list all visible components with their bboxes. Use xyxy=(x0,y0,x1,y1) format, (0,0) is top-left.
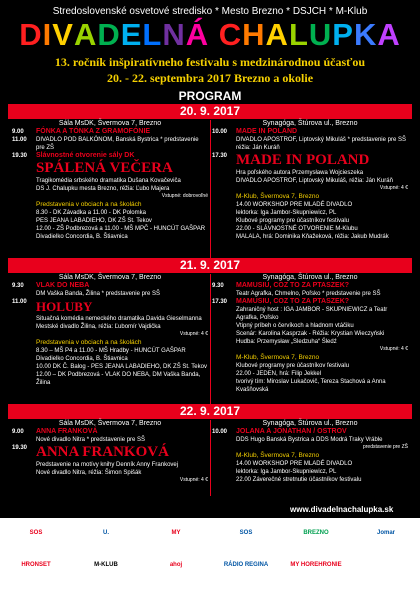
title-letter: D xyxy=(97,17,121,52)
program-item xyxy=(12,444,208,461)
program-item xyxy=(212,378,408,394)
program-item xyxy=(12,436,208,444)
program-item xyxy=(12,201,208,209)
festival-dates: 20. - 22. septembra 2017 Brezno a okolie xyxy=(106,71,314,85)
event-title: JOLANA A JONATHAN / OSTROV xyxy=(236,428,347,435)
section-heading: Predstavenia v obciach a na školách xyxy=(36,339,142,346)
left-venue-heading: Sála MsDK, Švermova 7, Brezno xyxy=(58,120,162,127)
event-detail: 12.00 – DK Podbrezová - VLAK DO NEBA, DM Vaška Banda, Žilina xyxy=(36,372,201,386)
sponsor-logo: RÁDIO REGINA xyxy=(223,562,269,568)
event-time: 19.30 xyxy=(12,153,28,159)
ticket-note: Vstupné: 4 € xyxy=(179,477,208,483)
title-letter: Á xyxy=(185,17,210,52)
sponsor-logo: M-KLUB xyxy=(94,562,118,568)
event-time: 9.30 xyxy=(212,283,224,289)
event-detail: Tragikomédia srbského dramatika Dušana Kovačeviča xyxy=(36,178,181,184)
event-time: 10.00 xyxy=(212,429,228,435)
event-title: MADE IN POLAND xyxy=(236,128,298,135)
event-title: MAMUSIU, COZ TO ZA PTASZEK? xyxy=(236,282,350,289)
program-item xyxy=(12,323,208,331)
event-detail: MALALA, hrá: Dominika Kňažeková, réžia: Jakub Mudrák xyxy=(236,234,389,240)
event-detail: Divadielko Concordia, B. Štiavnica xyxy=(36,356,128,362)
title-letter: U xyxy=(308,17,333,52)
event-time: 19.30 xyxy=(12,445,28,451)
program-item xyxy=(12,160,208,177)
event-detail: 8.30 - DK Závadka a 11.00 - DK Polomka xyxy=(36,210,146,216)
event-detail: lektorka: Iga Jambor-Skupniewicz, PL xyxy=(236,469,337,475)
event-detail: Hudba: Przemysław „Sledzuha“ Śledź xyxy=(236,339,337,345)
event-detail: Zahraničný host : IGA JAMBOR - SKUPNIEWICZ a Teatr Agrafka, Poľsko xyxy=(236,307,388,321)
program-item xyxy=(12,185,208,193)
festival-subtitle: 13. ročník inšpiratívneho festivalu s medzinárodnou účasťou xyxy=(54,55,366,69)
left-venue-heading: Sála MsDK, Švermova 7, Brezno xyxy=(58,274,162,281)
program-item xyxy=(212,436,408,444)
program-item xyxy=(12,136,208,152)
program-item xyxy=(212,144,408,152)
sponsor-footer xyxy=(0,518,420,592)
event-detail: DIVADLO APOSTROF, Liptovský Mikuláš, réžia: Ján Kuráň xyxy=(236,178,393,184)
website-link[interactable]: www.divadelnachalupka.sk xyxy=(290,505,394,514)
program-item xyxy=(12,355,208,363)
program-item xyxy=(12,469,208,477)
program-item xyxy=(212,468,408,476)
ticket-note: Vstupné: 4 € xyxy=(379,346,408,352)
sponsor-logo: MY HOREHRONIE xyxy=(290,562,342,568)
sponsor-logo: ahoj xyxy=(169,562,183,568)
program-item xyxy=(212,233,408,241)
event-detail: Divadielko Concordia, B. Štiavnica xyxy=(36,234,128,240)
title-letter: C xyxy=(218,17,243,52)
event-time: 17.30 xyxy=(212,153,228,159)
program-item xyxy=(212,169,408,177)
program-item xyxy=(212,136,408,144)
title-letter: H xyxy=(242,17,266,52)
program-item xyxy=(12,339,208,347)
event-detail: 8.30 – MŠ P4 a 11.00 - MŠ Hradby - HUNCÚT GAŠPAR xyxy=(36,348,186,354)
program-item xyxy=(212,225,408,233)
ticket-note: Vstupné: dobrovoľné xyxy=(161,193,208,199)
event-detail: 14.00 WORKSHOP PRE MLADÉ DIVADLO xyxy=(236,461,353,467)
section-heading: M-Klub, Švermova 7, Brezno xyxy=(236,193,320,200)
title-letter: A xyxy=(377,17,401,52)
title-letter: P xyxy=(332,17,354,52)
event-detail: 22.00 Záverečné stretnutie účastníkov festivalu xyxy=(236,477,362,483)
program-item xyxy=(12,428,208,436)
event-detail: Klubové programy pre účastníkov festivalu xyxy=(236,218,350,224)
program-item xyxy=(12,209,208,217)
section-heading: Predstavenia v obciach a na školách xyxy=(36,201,142,208)
right-program-column xyxy=(212,428,408,484)
event-detail: Situačná komédia nemeckého dramatika Davida Gieselmanna xyxy=(36,316,202,322)
ticket-note: Vstupné: 4 € xyxy=(379,185,408,191)
program-item xyxy=(212,452,408,460)
program-item xyxy=(212,128,408,136)
column-divider xyxy=(210,120,211,270)
event-time: 10.00 xyxy=(212,129,228,135)
program-item xyxy=(12,217,208,225)
title-letter: N xyxy=(162,17,186,52)
program-heading: PROGRAM xyxy=(178,89,242,103)
right-program-column xyxy=(212,282,408,394)
section-heading: M-Klub, Švermova 7, Brezno xyxy=(236,354,320,361)
event-detail: Mestské divadlo Žilina, réžia: Ľubomír Vajdička xyxy=(36,324,161,330)
program-item xyxy=(212,476,408,484)
event-title-large: HOLUBY xyxy=(36,299,93,314)
right-venue-heading: Synagóga, Štúrova ul., Brezno xyxy=(262,120,358,127)
sponsor-logo: BREZNO xyxy=(303,530,329,536)
program-item xyxy=(12,225,208,233)
program-item xyxy=(12,371,208,387)
event-time: 17.30 xyxy=(212,299,228,305)
event-detail: Klubové programy pre účastníkov festivalu xyxy=(236,363,350,369)
program-item xyxy=(212,290,408,298)
sponsor-logo: U. xyxy=(103,530,109,536)
program-item xyxy=(12,331,208,339)
event-detail: lektorka: Iga Jambor-Skupniewicz, PL xyxy=(236,210,337,216)
title-letter: L xyxy=(142,17,163,52)
column-divider xyxy=(210,420,211,496)
event-time: 9.30 xyxy=(12,283,24,289)
event-detail: Teatr Agrafka, Chmelno, Poľsko * predstavenie pre SŠ xyxy=(236,291,381,297)
event-detail: Scenár: Karolina Kasprzak - Réžia: Krystian Wieczyński xyxy=(236,331,385,337)
left-program-column xyxy=(12,128,208,241)
program-item xyxy=(212,209,408,217)
program-item xyxy=(212,298,408,306)
title-letter: I xyxy=(42,17,53,52)
sponsor-logo: HRONSET xyxy=(21,562,51,568)
sponsor-logo: Jomar xyxy=(376,530,395,536)
day-header: 20. 9. 2017 xyxy=(8,104,412,119)
event-detail: Hra poľského autora Przemysława Wojcieszeka xyxy=(236,170,364,176)
event-title-large: MADE IN POLAND xyxy=(236,152,370,168)
event-detail: réžia: Ján Kuráň xyxy=(236,145,280,151)
festival-title xyxy=(0,17,420,53)
event-detail: tvorivý tím: Miroslav Lukačovič, Tereza Stachová a Anna Kvašňovská xyxy=(236,379,386,393)
program-item xyxy=(212,354,408,362)
program-item xyxy=(212,346,408,354)
event-detail: 14.00 WORKSHOP PRE MLADÉ DIVADLO xyxy=(236,202,353,208)
left-venue-heading: Sála MsDK, Švermova 7, Brezno xyxy=(58,420,162,427)
program-item xyxy=(212,330,408,338)
ticket-note: predstavenie pre ZŠ xyxy=(362,444,408,450)
title-letter: K xyxy=(353,17,378,52)
title-letter: A xyxy=(265,17,289,52)
title-letter: A xyxy=(73,17,98,52)
event-title: MAMUSIU, COZ TO ZA PTASZEK? xyxy=(236,298,350,305)
column-divider xyxy=(210,274,211,418)
title-letter: V xyxy=(52,17,74,52)
day-header: 22. 9. 2017 xyxy=(8,404,412,419)
program-item xyxy=(12,128,208,136)
program-item xyxy=(212,217,408,225)
event-time: 11.00 xyxy=(12,137,27,143)
program-item xyxy=(212,370,408,378)
program-item xyxy=(212,338,408,346)
program-item xyxy=(12,290,208,298)
event-detail: 22.00 - SLÁVNOSTNÉ OTVORENIE M-Klubu xyxy=(236,226,358,232)
event-detail: PES JEANA LABADIEHO, DK ZŠ St. Tekov xyxy=(36,218,152,224)
event-detail: Nové divadlo Nitra * predstavenie pre SŠ xyxy=(36,437,146,443)
right-venue-heading: Synagóga, Štúrova ul., Brezno xyxy=(262,274,358,281)
organizers-line: Stredoslovenské osvetové stredisko * Mesto Brezno * DSJCH * M-Klub xyxy=(52,6,368,17)
event-detail: DIVADLO APOSTROF, Liptovský Mikuláš * predstavenie pre SŠ xyxy=(236,137,406,143)
event-detail: DM Vaška Banda, Žilina * predstavenie pre SŠ xyxy=(36,291,160,297)
event-time: 9.00 xyxy=(12,129,24,135)
program-item xyxy=(12,298,208,315)
program-item xyxy=(12,461,208,469)
sponsor-logo: SOS xyxy=(239,530,253,536)
section-heading: M-Klub, Švermova 7, Brezno xyxy=(236,452,320,459)
program-item xyxy=(12,282,208,290)
title-letter: L xyxy=(288,17,309,52)
event-detail: DDS Hugo Banská Bystrica a DDS Modrá Traky Vráble xyxy=(236,437,383,443)
event-time: 9.00 xyxy=(12,429,24,435)
event-detail: 10.00 DK Č. Balog - PES JEANA LABADIEHO, DK ZŠ St. Tekov xyxy=(36,364,207,370)
program-item xyxy=(212,282,408,290)
event-detail: Vtipný príbeh o červíkoch a hladnom vtáčiku xyxy=(236,323,354,329)
program-item xyxy=(12,193,208,201)
event-detail: DS J. Chalupku mesta Brezno, réžia: Ľubo Majera xyxy=(36,186,170,192)
ticket-note: Vstupné: 4 € xyxy=(179,331,208,337)
left-program-column xyxy=(12,282,208,387)
program-item xyxy=(212,177,408,185)
program-item xyxy=(12,177,208,185)
event-title: ANNA FRANKOVÁ xyxy=(36,428,98,435)
title-letter xyxy=(209,17,219,53)
program-item xyxy=(212,185,408,193)
program-item xyxy=(212,193,408,201)
program-item xyxy=(12,233,208,241)
event-time: 11.00 xyxy=(12,299,27,305)
title-letter: E xyxy=(120,17,143,52)
program-item xyxy=(212,460,408,468)
event-title: Slávnostné otvorenie sály DK xyxy=(36,152,135,159)
program-item xyxy=(212,152,408,169)
right-program-column xyxy=(212,128,408,241)
event-title: VLAK DO NEBA xyxy=(36,282,90,289)
program-item xyxy=(12,152,208,160)
right-venue-heading: Synagóga, Štúrova ul., Brezno xyxy=(262,420,358,427)
sponsor-logo: MY xyxy=(171,530,181,536)
program-item xyxy=(12,315,208,323)
title-letter: D xyxy=(19,17,43,52)
program-item xyxy=(212,444,408,452)
program-item xyxy=(12,477,208,485)
event-detail: 12.00 - ZŠ Podbrezová a 11.00 - MŠ MPČ - HUNCÚT GAŠPAR xyxy=(36,226,206,232)
program-item xyxy=(12,347,208,355)
program-item xyxy=(212,362,408,370)
event-detail: 22.00 - JEDEN, hrá: Filip Jekkel xyxy=(236,371,322,377)
program-item xyxy=(212,306,408,322)
day-header: 21. 9. 2017 xyxy=(8,258,412,273)
sponsor-logo: SOS xyxy=(29,530,43,536)
event-detail: Predstavenie na motívy knihy Denník Anny Frankovej xyxy=(36,462,179,468)
left-program-column xyxy=(12,428,208,485)
event-title: FÓNKA A TÓNKA Z GRAMOFÓNIE xyxy=(36,128,151,135)
program-item xyxy=(12,363,208,371)
program-item xyxy=(212,201,408,209)
program-item xyxy=(212,322,408,330)
event-title-large: ANNA FRANKOVÁ xyxy=(36,444,169,460)
program-item xyxy=(212,428,408,436)
event-detail: Nové divadlo Nitra, réžia: Šimon Spišák xyxy=(36,470,142,476)
event-detail: DIVADLO POD BALKÓNOM, Banská Bystrica * predstavenie pre ZŠ xyxy=(36,137,199,151)
event-title-large: SPÁLENÁ VEČERA xyxy=(36,160,173,176)
